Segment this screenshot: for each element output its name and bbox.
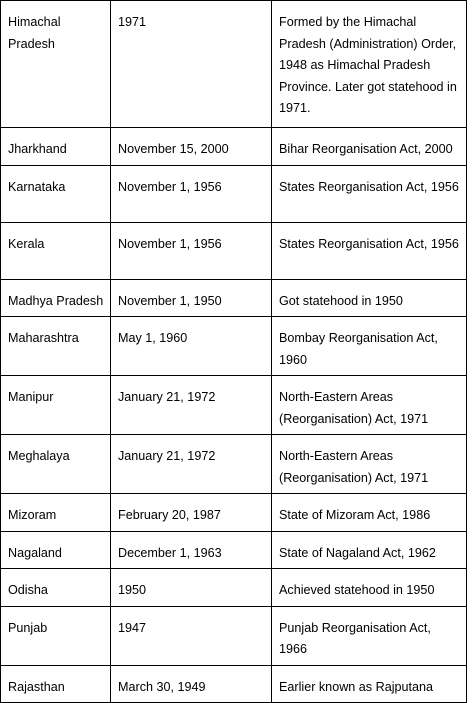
- formation-date-cell: November 1, 1956: [111, 165, 272, 222]
- formation-basis-cell: Formed by the Himachal Pradesh (Administration) Order, 1948 as Himachal Pradesh Province. Later got statehood in 1971.: [272, 1, 467, 128]
- state-name-cell: Madhya Pradesh: [1, 279, 111, 317]
- table-row: [1, 222, 467, 279]
- formation-basis-cell: State of Mizoram Act, 1986: [272, 494, 467, 532]
- table-row: [1, 317, 467, 376]
- table-row: [1, 494, 467, 532]
- state-name-cell: Karnataka: [1, 165, 111, 222]
- state-name-cell: Rajasthan: [1, 665, 111, 703]
- formation-date-cell: March 30, 1949: [111, 665, 272, 703]
- table-row: [1, 128, 467, 166]
- state-name-cell: Nagaland: [1, 531, 111, 569]
- state-name-cell: Himachal Pradesh: [1, 1, 111, 128]
- state-name-cell: Punjab: [1, 606, 111, 665]
- formation-basis-cell: States Reorganisation Act, 1956: [272, 222, 467, 279]
- table-row: [1, 606, 467, 665]
- formation-date-cell: January 21, 1972: [111, 376, 272, 435]
- state-name-cell: Meghalaya: [1, 435, 111, 494]
- formation-date-cell: May 1, 1960: [111, 317, 272, 376]
- state-name-cell: Maharashtra: [1, 317, 111, 376]
- formation-basis-cell: Earlier known as Rajputana: [272, 665, 467, 703]
- state-name-cell: Manipur: [1, 376, 111, 435]
- table-row: [1, 569, 467, 607]
- formation-date-cell: 1947: [111, 606, 272, 665]
- table-row: [1, 376, 467, 435]
- formation-basis-cell: States Reorganisation Act, 1956: [272, 165, 467, 222]
- formation-basis-cell: North-Eastern Areas (Reorganisation) Act, 1971: [272, 376, 467, 435]
- formation-basis-cell: Achieved statehood in 1950: [272, 569, 467, 607]
- formation-basis-cell: North-Eastern Areas (Reorganisation) Act, 1971: [272, 435, 467, 494]
- formation-date-cell: 1971: [111, 1, 272, 128]
- formation-date-cell: January 21, 1972: [111, 435, 272, 494]
- formation-date-cell: February 20, 1987: [111, 494, 272, 532]
- formation-date-cell: November 1, 1950: [111, 279, 272, 317]
- state-name-cell: Odisha: [1, 569, 111, 607]
- table-row: [1, 165, 467, 222]
- formation-date-cell: December 1, 1963: [111, 531, 272, 569]
- formation-date-cell: November 1, 1956: [111, 222, 272, 279]
- formation-basis-cell: Punjab Reorganisation Act, 1966: [272, 606, 467, 665]
- state-name-cell: Kerala: [1, 222, 111, 279]
- table-row: [1, 435, 467, 494]
- table-row: [1, 665, 467, 703]
- formation-basis-cell: State of Nagaland Act, 1962: [272, 531, 467, 569]
- table-row: [1, 279, 467, 317]
- formation-date-cell: 1950: [111, 569, 272, 607]
- formation-basis-cell: Got statehood in 1950: [272, 279, 467, 317]
- formation-basis-cell: Bombay Reorganisation Act, 1960: [272, 317, 467, 376]
- state-name-cell: Mizoram: [1, 494, 111, 532]
- state-name-cell: Jharkhand: [1, 128, 111, 166]
- table-row: [1, 531, 467, 569]
- formation-date-cell: November 15, 2000: [111, 128, 272, 166]
- table-row: [1, 1, 467, 128]
- formation-basis-cell: Bihar Reorganisation Act, 2000: [272, 128, 467, 166]
